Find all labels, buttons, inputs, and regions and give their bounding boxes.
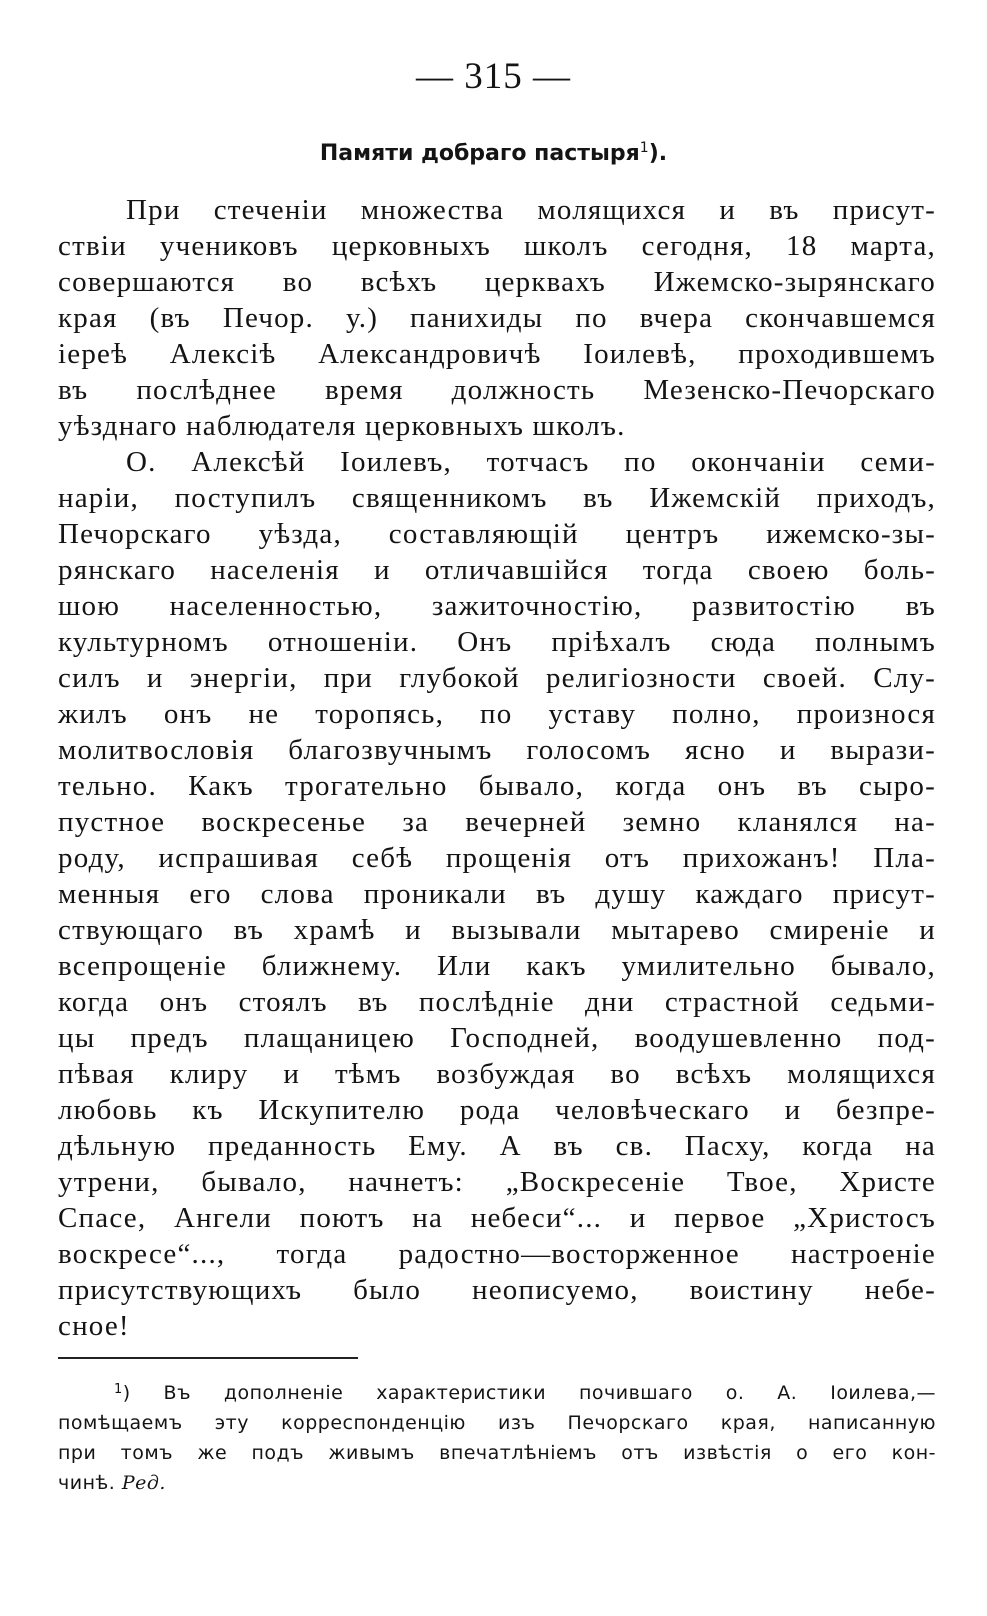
footnote-reference: 1 [639, 140, 649, 156]
text-line: когда онъ стоялъ въ послѣдніе дни страстной седьми- [58, 986, 936, 1018]
text-line: Спасе, Ангели поютъ на небеси“... и первое „Христосъ [58, 1202, 936, 1234]
text-line: рянскаго населенія и отличавшійся тогда своею боль- [58, 554, 936, 586]
text-line: уѣзднаго наблюдателя церковныхъ школъ. [58, 410, 626, 442]
text-line: О. Алексѣй Іоилевъ, тотчасъ по окончаніи семи- [126, 446, 936, 478]
text-line: въ послѣднее время должность Мезенско-Печорскаго [58, 374, 936, 406]
footnote-line [58, 1378, 936, 1408]
text-line: При стеченіи множества молящихся и въ присут- [126, 194, 936, 226]
text-line: менныя его слова проникали въ душу каждаго присут- [58, 878, 936, 910]
text-line: дѣльную преданность Ему. А въ св. Пасху, когда на [58, 1130, 936, 1162]
text-line: ствіи учениковъ церковныхъ школъ сегодня, 18 марта, [58, 230, 936, 262]
footnote-line: помѣщаемъ эту корреспонденцію изъ Печорскаго края, написанную [58, 1412, 936, 1434]
text-line: присутствующихъ было неописуемо, воистину небе- [58, 1274, 936, 1306]
footnote-divider [58, 1357, 358, 1359]
text-line: роду, испрашивая себѣ прощенія отъ прихожанъ! Пла- [58, 842, 936, 874]
paragraph-1 [58, 192, 936, 444]
text-line: пустное воскресенье за вечерней земно кланялся на- [58, 806, 936, 838]
footnote-marker: 1 [114, 1382, 123, 1397]
article-title [0, 134, 987, 174]
text-line: края (въ Печор. у.) панихиды по вчера скончавшемся [58, 302, 936, 334]
footnote-line [58, 1468, 936, 1498]
footnote-line-text: ) Въ дополненіе характеристики почившаго о. А. Іоилева,— [122, 1382, 936, 1404]
footnote [58, 1378, 936, 1498]
text-line: тельно. Какъ трогательно бывало, когда онъ въ сыро- [58, 770, 936, 802]
text-line: любовь къ Искупителю рода человѣческаго и безпре- [58, 1094, 936, 1126]
text-line: пѣвая клиру и тѣмъ возбуждая во всѣхъ молящихся [58, 1058, 936, 1090]
article-body [58, 192, 936, 1344]
article-title-suffix: ). [648, 141, 668, 166]
footnote-line: при томъ же подъ живымъ впечатлѣніемъ отъ извѣстія о его кон- [58, 1442, 936, 1464]
text-line: цы предъ плащаницею Господней, воодушевленно под- [58, 1022, 936, 1054]
text-line: наріи, поступилъ священникомъ въ Ижемскій приходъ, [58, 482, 936, 514]
text-line: ствующаго въ храмѣ и вызывали мытарево смиреніе и [58, 914, 936, 946]
text-line: сное! [58, 1310, 130, 1342]
text-line: жилъ онъ не торопясь, по уставу полно, произнося [58, 698, 936, 730]
text-line: утрени, бывало, начнетъ: „Воскресеніе Твое, Христе [58, 1166, 936, 1198]
text-line: Печорскаго уѣзда, составляющій центръ ижемско-зы- [58, 518, 936, 550]
text-line: силъ и энергіи, при глубокой религіозности своей. Слу- [58, 662, 936, 694]
text-line: іереѣ Алексіѣ Александровичѣ Іоилевѣ, проходившемъ [58, 338, 936, 370]
text-line: шою населенностью, зажиточностію, развитостію въ [58, 590, 936, 622]
editor-note: Ред. [121, 1472, 166, 1494]
text-line: совершаются во всѣхъ церквахъ Ижемско-зырянскаго [58, 266, 936, 298]
page-number: — 315 — [416, 56, 571, 97]
text-line: молитвословія благозвучнымъ голосомъ ясно и вырази- [58, 734, 936, 766]
text-line: воскресе“..., тогда радостно—восторженное настроеніе [58, 1238, 936, 1270]
article-title-text: Памяти добраго пастыря [319, 141, 640, 166]
text-line: культурномъ отношеніи. Онъ пріѣхалъ сюда полнымъ [58, 626, 936, 658]
text-line: всепрощеніе ближнему. Или какъ умилительно бывало, [58, 950, 936, 982]
paragraph-2 [58, 444, 936, 1344]
footnote-line-text: чинѣ. [58, 1472, 116, 1494]
